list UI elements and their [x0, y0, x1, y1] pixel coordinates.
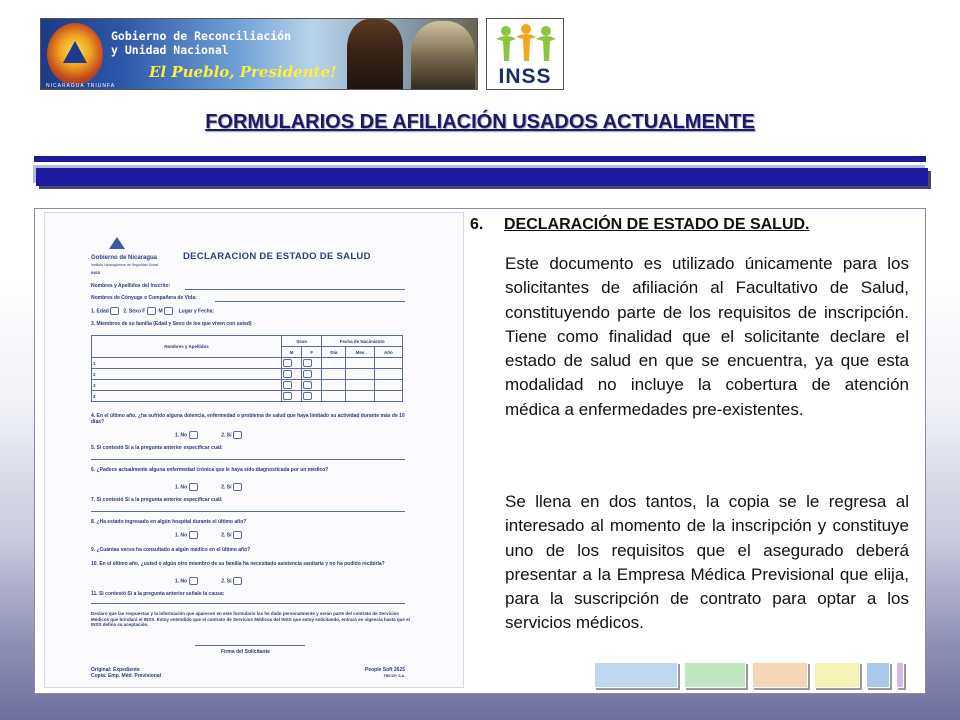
form-option-si: 2. Sí [221, 532, 232, 539]
form-line [185, 289, 405, 290]
table-cell [302, 391, 322, 402]
table-cell [322, 391, 346, 402]
table-subheader: Día [322, 347, 346, 358]
health-declaration-form-image [44, 212, 464, 688]
section-heading-text: DECLARACIÓN DE ESTADO DE SALUD. [504, 216, 810, 233]
nicaragua-emblem-icon [47, 23, 103, 85]
divider-thick [36, 168, 928, 186]
checkbox [233, 531, 242, 539]
checkbox [110, 307, 119, 315]
section-number: 6. [470, 216, 484, 233]
table-cell [346, 369, 374, 380]
form-question-11: 11. Si contestó Sí a la pregunta anterior señale la causa: [91, 591, 225, 597]
table-cell [302, 358, 322, 369]
form-org-abbr: INSS [91, 270, 101, 275]
checkbox [233, 577, 242, 585]
gobierno-logo-slogan: El Pueblo, Presidente! [149, 63, 337, 81]
table-cell [282, 358, 302, 369]
checkbox [283, 381, 292, 389]
section-heading [470, 216, 900, 234]
form-footer-right [365, 667, 405, 679]
divider-thin [34, 156, 926, 162]
table-cell [282, 369, 302, 380]
form-emblem [91, 237, 131, 255]
form-field-sexo: 2. Sexo F [123, 308, 146, 315]
table-cell: 1 [92, 358, 282, 369]
form-line [91, 459, 405, 460]
checkbox [189, 577, 198, 585]
form-family-table [91, 335, 403, 402]
form-field-inscrito: Nombres y Apellidos del Inscrito: [91, 283, 171, 289]
color-block [866, 662, 890, 688]
form-title: DECLARACION DE ESTADO DE SALUD [183, 251, 371, 262]
table-cell [322, 369, 346, 380]
table-cell [322, 380, 346, 391]
form-option-si: 2. Sí [221, 432, 232, 439]
color-block [896, 662, 904, 688]
inss-logo [486, 18, 564, 90]
table-header: Fecha de Nacimiento [322, 336, 403, 347]
table-cell [282, 391, 302, 402]
form-options [175, 577, 242, 585]
form-footer-copia: Copia: Emp. Méd. Previsional [91, 673, 162, 679]
form-footer-printer: TRICOP, S.A. [383, 674, 406, 678]
checkbox [303, 392, 312, 400]
form-option-no: 1. No [175, 532, 188, 539]
form-question-8: 8. ¿Ha estado ingresado en algún hospital durante el último año? [91, 519, 247, 525]
description-paragraph-1: Este documento es utilizado únicamente para los solicitantes de afiliación al Facultativo de Salud, constituyendo parte de los requisitos de inscripción. Tiene como finalidad que el solicitante declare el estado de salud en que se encuentra, ya que esta modalidad no incluye la cobertura de atención médica a enfermedades pre-existentes. [505, 254, 909, 419]
table-header: Nombres y Apellidos [92, 336, 282, 358]
table-subheader: Año [374, 347, 402, 358]
checkbox [233, 483, 242, 491]
form-question-10: 10. En el último año, ¿usted o algún otro miembro de su familia ha necesitado asistencia sanitaria y no ha podido recibirla? [91, 561, 385, 567]
color-block [684, 662, 746, 688]
table-subheader: M [282, 347, 302, 358]
form-line [215, 301, 405, 302]
form-option-no: 1. No [175, 484, 188, 491]
table-cell [374, 358, 402, 369]
color-block [814, 662, 860, 688]
gobierno-logo-tagline: NICARAGUA TRIUNFA [46, 83, 116, 89]
form-org [91, 255, 158, 276]
table-subheader: F [302, 347, 322, 358]
checkbox [233, 431, 242, 439]
form-emblem-icon [109, 237, 125, 249]
table-cell [374, 380, 402, 391]
table-cell [282, 380, 302, 391]
checkbox [189, 531, 198, 539]
signature-line [195, 645, 305, 646]
table-cell: 4 [92, 391, 282, 402]
form-line [91, 603, 405, 604]
form-footer-code: People Soft 2625 [365, 667, 406, 673]
portrait-image [347, 19, 403, 90]
table-cell [346, 391, 374, 402]
checkbox [189, 483, 198, 491]
checkbox [283, 359, 292, 367]
checkbox [303, 370, 312, 378]
form-field-lugar: Lugar y Fecha: [178, 308, 215, 315]
form-org-sub: Instituto Nicaragüense de Seguridad Social [91, 263, 159, 267]
table-cell [346, 358, 374, 369]
form-question-4: 4. En el último año, ¿ha sufrido alguna dolencia, enfermedad o problema de salud que haya limitado su actividad durante más de 10 días? [91, 413, 405, 425]
table-cell [346, 380, 374, 391]
checkbox [189, 431, 198, 439]
form-question-6: 6. ¿Padece actualmente alguna enfermedad crónica que le haya sido diagnosticada por un médico? [91, 467, 329, 473]
table-subheader: Mes [346, 347, 374, 358]
form-field-sexo-m: M [158, 308, 163, 315]
form-field-miembros: 3. Miembros de su familia (Edad y Sexo de los que viven con usted) [91, 321, 252, 327]
color-block [594, 662, 678, 688]
form-field-edad: 1. Edad [91, 308, 109, 315]
gobierno-logo-text [111, 29, 291, 57]
form-declaration: Declaro que las respuestas y la información que aparecen en este formulario las he dado personalmente y serán parte del contrato de Servicios Médicos que brindará el INSS. Estoy entendido que el contrato de Servicios Médicos del INSS que estoy solicitando, entrará en vigencia hasta que el INSS defina su aceptación. [91, 611, 410, 627]
page-title: FORMULARIOS DE AFILIACIÓN USADOS ACTUALMENTE [205, 111, 755, 133]
table-cell [302, 380, 322, 391]
checkbox [283, 370, 292, 378]
form-question-9: 9. ¿Cuántas veces ha consultado a algún médico en el último año? [91, 547, 251, 553]
table-cell: 2 [92, 369, 282, 380]
color-block [752, 662, 808, 688]
form-org-name: Gobierno de Nicaragua [91, 255, 158, 261]
gobierno-logo-line2: y Unidad Nacional [111, 43, 229, 57]
table-row [92, 391, 403, 402]
form-option-no: 1. No [175, 432, 188, 439]
checkbox [303, 381, 312, 389]
gobierno-logo-banner [40, 18, 478, 90]
table-cell [374, 369, 402, 380]
table-row [92, 358, 403, 369]
form-footer-original: Original: Expediente [91, 667, 140, 673]
checkbox [303, 359, 312, 367]
form-row-edad-sexo [91, 307, 214, 315]
table-row [92, 380, 403, 391]
form-question-7: 7. Si contestó Sí a la pregunta anterior especificar cuál: [91, 497, 223, 503]
table-cell: 3 [92, 380, 282, 391]
form-option-si: 2. Sí [221, 578, 232, 585]
table-cell [302, 369, 322, 380]
form-field-conyuge: Nombres de Cónyuge o Compañera de Vida: [91, 295, 197, 301]
table-cell [322, 358, 346, 369]
signature-label: Firma del Solicitante [221, 649, 270, 655]
table-row [92, 369, 403, 380]
table-cell [374, 391, 402, 402]
form-question-5: 5. Si contestó Sí a la pregunta anterior especificar cuál: [91, 445, 223, 451]
form-line [91, 511, 405, 512]
description-paragraph-2: Se llena en dos tantos, la copia se le regresa al interesado al momento de la inscripción y constituye uno de los requisitos que el asegurado deberá presentar a la Empresa Médica Previsional que elija, para la suscripción de contrato para optar a los servicios médicos. [505, 492, 909, 633]
form-footer-left [91, 667, 161, 679]
checkbox [147, 307, 156, 315]
inss-figures-icon [493, 23, 559, 65]
portrait-image [411, 21, 475, 90]
gobierno-logo-line1: Gobierno de Reconciliación [111, 29, 292, 43]
form-options [175, 431, 242, 439]
checkbox [283, 392, 292, 400]
inss-logo-text: INSS [498, 65, 552, 88]
form-option-no: 1. No [175, 578, 188, 585]
form-options [175, 483, 242, 491]
checkbox [164, 307, 173, 315]
form-option-si: 2. Sí [221, 484, 232, 491]
table-header: Sexo [282, 336, 322, 347]
form-options [175, 531, 242, 539]
